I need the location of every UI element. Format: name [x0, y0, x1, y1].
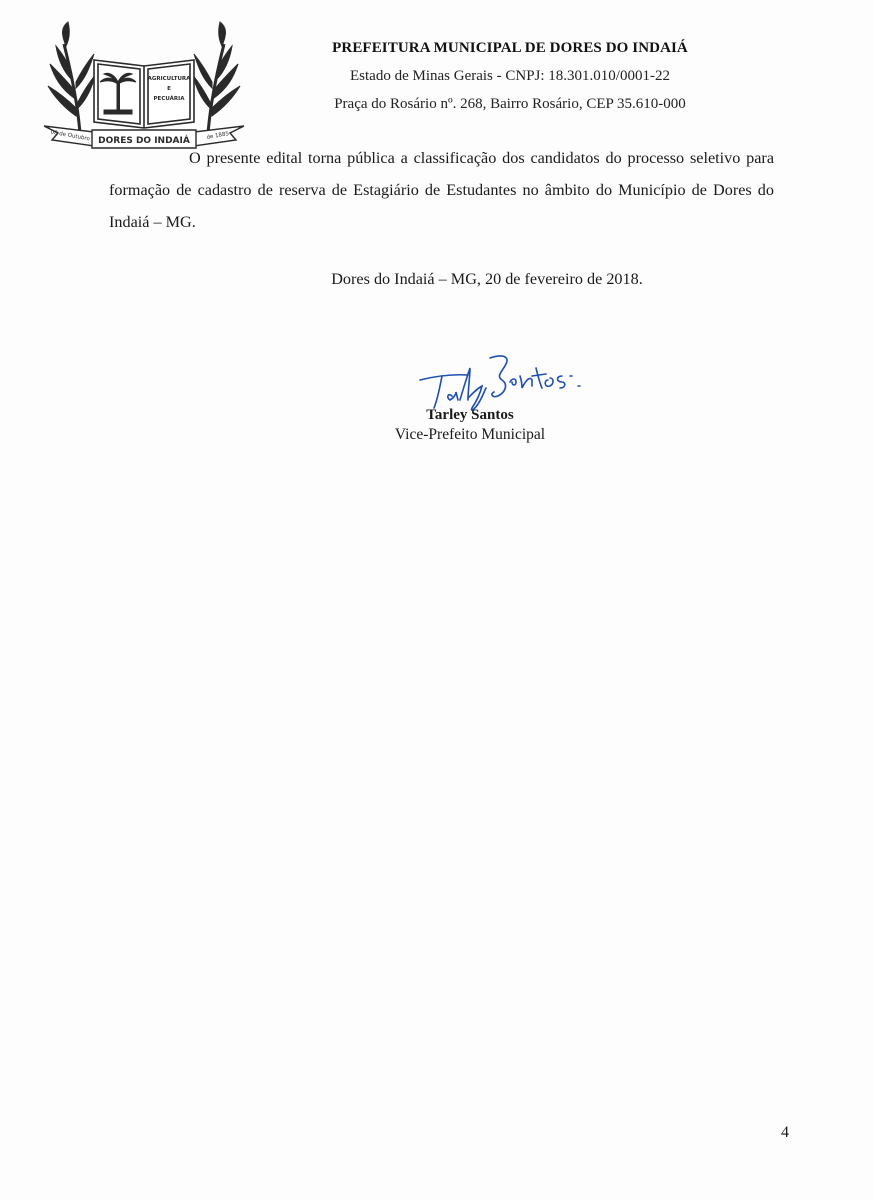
- letterhead-state-cnpj: Estado de Minas Gerais - CNPJ: 18.301.010/0001-22: [350, 68, 670, 84]
- letterhead: [290, 40, 730, 124]
- page-number: 4: [781, 1124, 789, 1141]
- letterhead-title: PREFEITURA MUNICIPAL DE DORES DO INDAIÁ: [332, 40, 688, 56]
- signatory-name: Tarley Santos: [426, 407, 514, 423]
- right-plant-icon: [192, 22, 240, 134]
- seal-book-top-text: AGRICULTURA: [147, 76, 191, 82]
- left-plant-icon: [48, 22, 96, 134]
- seal-book-mid-text: E: [167, 86, 171, 92]
- letterhead-address: Praça do Rosário nº. 268, Bairro Rosário, CEP 35.610-000: [334, 96, 686, 112]
- date-place-line: Dores do Indaiá – MG, 20 de fevereiro de 2018.: [331, 270, 643, 288]
- open-book-icon: [94, 60, 194, 128]
- seal-book-bottom-text: PECUÁRIA: [153, 96, 185, 102]
- seal-right-ribbon-text: de 1885: [206, 131, 230, 141]
- signatory-block: [370, 407, 570, 444]
- signatory-role: Vice-Prefeito Municipal: [394, 426, 546, 443]
- municipal-coat-of-arms: [42, 16, 246, 156]
- seal-left-ribbon-text: 08 de Outubro: [50, 129, 91, 143]
- seal-banner-text: DORES DO INDAIÁ: [98, 136, 190, 146]
- edital-paragraph: O presente edital torna pública a classificação dos candidatos do processo seletivo para formação de cadastro de reserva de Estagiário de Estudantes no âmbito do Município de Dores do Indaiá – MG.: [109, 149, 774, 231]
